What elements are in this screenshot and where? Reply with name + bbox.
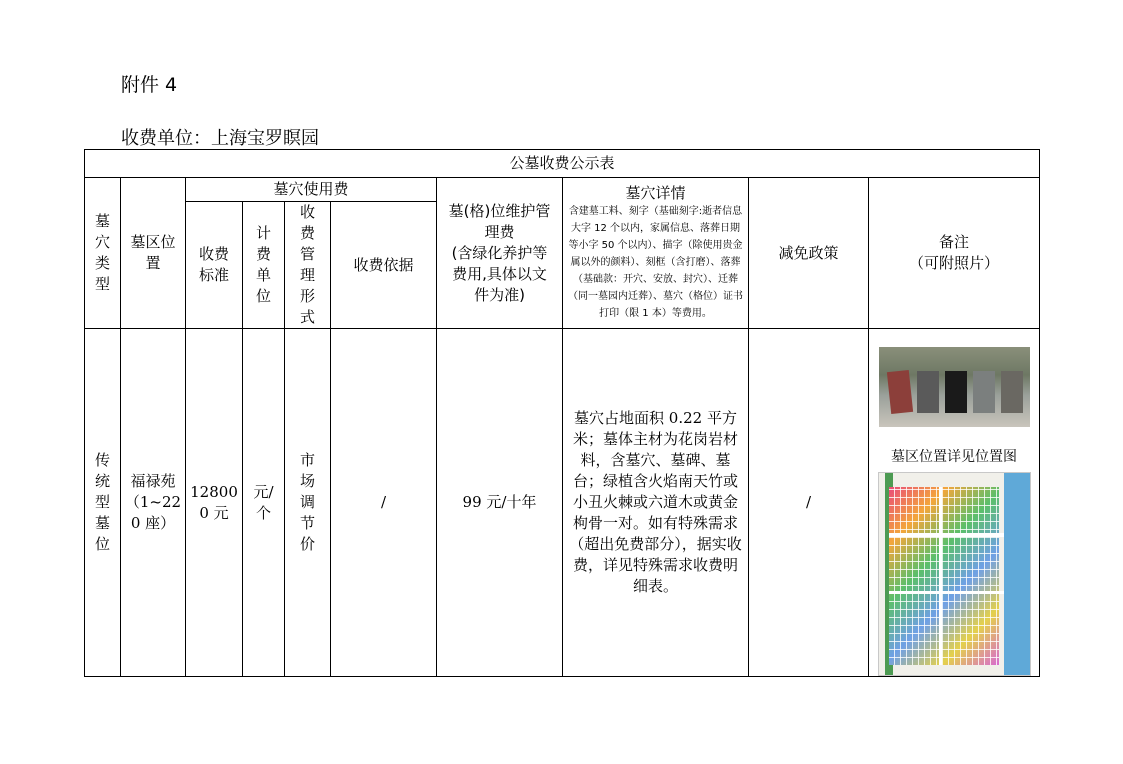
cell-maintenance: 99 元/十年 bbox=[437, 329, 563, 677]
cell-grave-type: 传 统 型 墓 位 bbox=[85, 329, 121, 677]
cell-fee-basis: / bbox=[331, 329, 437, 677]
cell-reduction: / bbox=[749, 329, 869, 677]
cell-remarks bbox=[869, 329, 1040, 677]
table-row bbox=[85, 329, 1040, 677]
header-reduction: 减免政策 bbox=[749, 178, 869, 329]
header-fee-management: 收 费 管 理 形 式 bbox=[285, 202, 331, 329]
fee-unit-label: 收费单位：上海宝罗瞑园 bbox=[121, 128, 319, 149]
cell-billing-unit: 元/ 个 bbox=[243, 329, 285, 677]
location-map bbox=[878, 472, 1031, 676]
table-title: 公墓收费公示表 bbox=[85, 150, 1040, 178]
header-fee-standard: 收费 标准 bbox=[186, 202, 243, 329]
cell-zone: 福禄苑 （1~22 0 座） bbox=[121, 329, 186, 677]
header-fee-basis: 收费依据 bbox=[331, 202, 437, 329]
cell-fee-standard: 12800 0 元 bbox=[186, 329, 243, 677]
cell-details: 墓穴占地面积 0.22 平方米；墓体主材为花岗岩材料，含墓穴、墓碑、墓台；绿植含火焰南天竹或小丑火棘或六道木或黄金枸骨一对。如有特殊需求（超出免费部分），据实收费，详见特殊需求收费明细表。 bbox=[563, 329, 749, 677]
header-maintenance: 墓(格)位维护管 理费 (含绿化养护等 费用,具体以文 件为准) bbox=[437, 178, 563, 329]
header-zone-position: 墓区位 置 bbox=[121, 178, 186, 329]
fee-table bbox=[84, 149, 1040, 677]
header-usage-fee: 墓穴使用费 bbox=[186, 178, 437, 202]
grave-photo bbox=[879, 347, 1030, 427]
header-remarks: 备注 （可附照片） bbox=[869, 178, 1040, 329]
cell-fee-management: 市 场 调 节 价 bbox=[285, 329, 331, 677]
attachment-label: 附件 4 bbox=[121, 74, 178, 96]
header-billing-unit: 计 费 单 位 bbox=[243, 202, 285, 329]
header-details: 墓穴详情 含建墓工料、刻字（基础刻字:逝者信息大字 12 个以内，家属信息、落葬日期等小字 50 个以内）、描字（除使用贵金属以外的颜料）、刻框（含打磨）、落葬（基础款：开穴、安放、封穴）、迁葬（同一墓园内迁葬）、墓穴（格位）证书打印（限 1 本）等费用。 bbox=[563, 178, 749, 329]
header-grave-type: 墓 穴 类 型 bbox=[85, 178, 121, 329]
map-caption: 墓区位置详见位置图 bbox=[891, 449, 1018, 465]
